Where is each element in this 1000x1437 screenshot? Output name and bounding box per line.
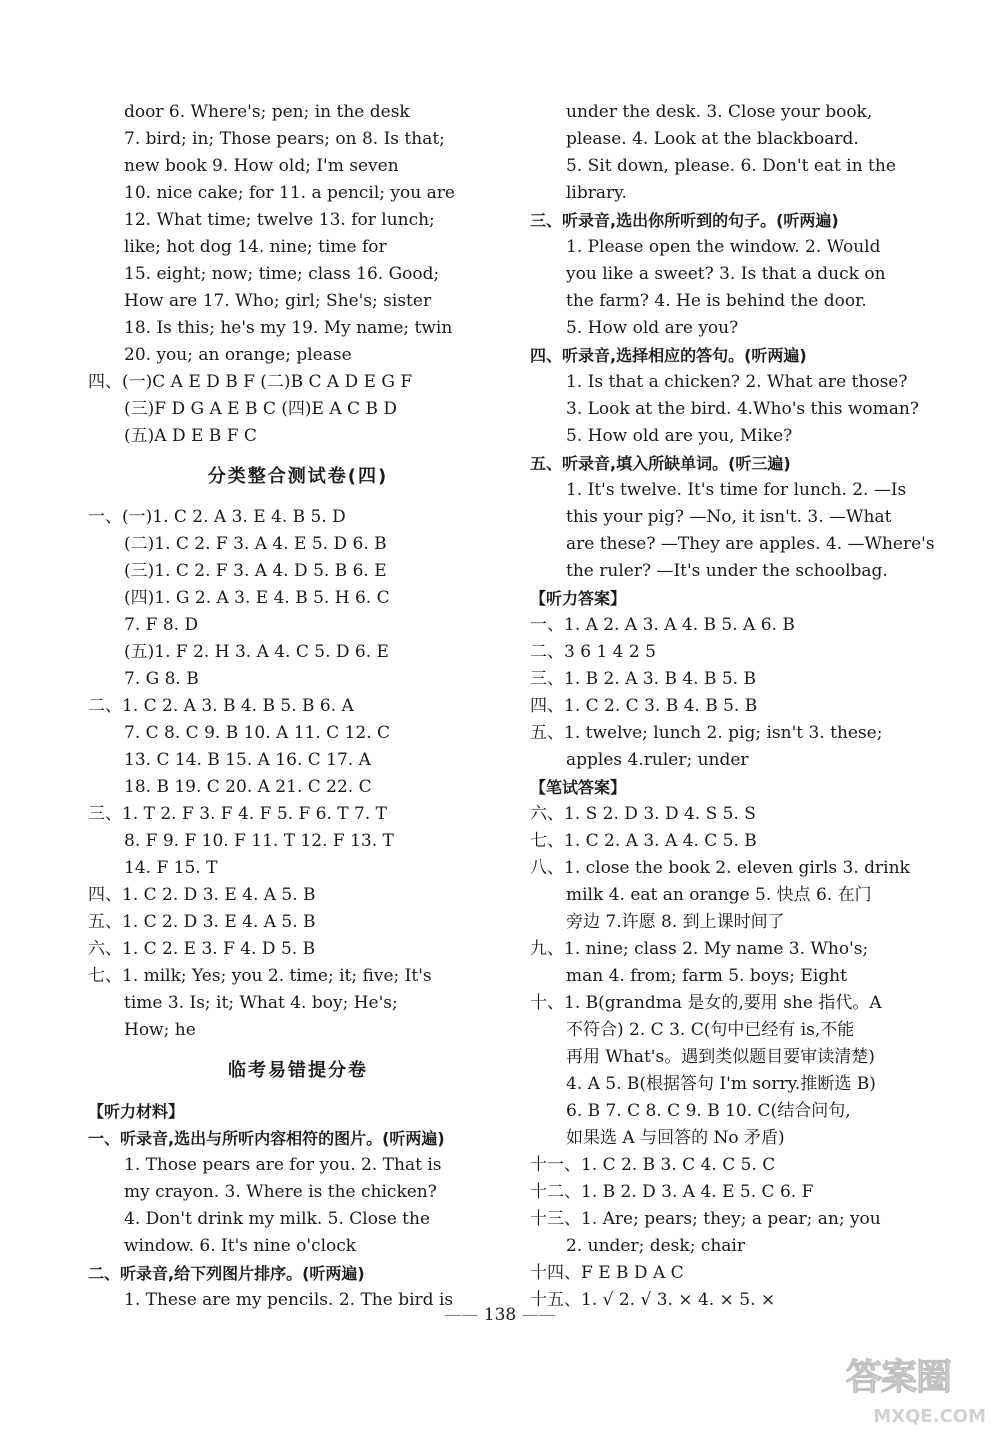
answer-line: 十四、F E B D A C bbox=[530, 1263, 684, 1283]
answer-line: 十五、1. √ 2. √ 3. × 4. × 5. × bbox=[530, 1290, 776, 1310]
answer-line: 十一、1. C 2. B 3. C 4. C 5. C bbox=[530, 1155, 776, 1175]
answer-line: my crayon. 3. Where is the chicken? bbox=[124, 1182, 437, 1202]
answer-line: time 3. Is; it; What 4. boy; He's; bbox=[124, 993, 398, 1013]
answer-line: 4. Don't drink my milk. 5. Close the bbox=[124, 1209, 431, 1229]
answer-line: 1. Those pears are for you. 2. That is bbox=[124, 1155, 442, 1175]
answer-line: milk 4. eat an orange 5. 快点 6. 在门 bbox=[566, 885, 872, 905]
answer-line: 5. How old are you, Mike? bbox=[566, 426, 793, 446]
section-heading: 三、听录音,选出你所听到的句子。(听两遍) bbox=[530, 211, 839, 230]
answer-line: (三)F D G A E B C (四)E A C B D bbox=[124, 399, 397, 419]
answer-line: new book 9. How old; I'm seven bbox=[124, 156, 399, 176]
answer-line: 再用 What's。遇到类似题目要审读清楚) bbox=[566, 1047, 875, 1067]
answer-line: you like a sweet? 3. Is that a duck on bbox=[566, 264, 886, 284]
answer-line: the farm? 4. He is behind the door. bbox=[566, 291, 867, 311]
watermark-logo bbox=[840, 1343, 990, 1431]
answer-line: 三、1. T 2. F 3. F 4. F 5. F 6. T 7. T bbox=[88, 804, 387, 824]
answer-line: 六、1. C 2. E 3. F 4. D 5. B bbox=[88, 939, 316, 959]
answer-line: like; hot dog 14. nine; time for bbox=[124, 237, 387, 257]
answer-line: under the desk. 3. Close your book, bbox=[566, 102, 873, 122]
answer-line: 12. What time; twelve 13. for lunch; bbox=[124, 210, 435, 230]
answer-line: 六、1. S 2. D 3. D 4. S 5. S bbox=[530, 804, 756, 824]
answer-line: 3. Look at the bird. 4.Who's this woman? bbox=[566, 399, 919, 419]
watermark-url: MXQE.COM bbox=[873, 1406, 986, 1427]
section-title: 临考易错提分卷 bbox=[228, 1060, 368, 1081]
answer-line: 一、1. A 2. A 3. A 4. B 5. A 6. B bbox=[530, 615, 795, 635]
answer-line: 5. Sit down, please. 6. Don't eat in the bbox=[566, 156, 896, 176]
answer-line: 10. nice cake; for 11. a pencil; you are bbox=[124, 183, 455, 203]
answer-line: 不符合) 2. C 3. C(句中已经有 is,不能 bbox=[566, 1020, 855, 1040]
answer-line: please. 4. Look at the blackboard. bbox=[566, 129, 859, 149]
answer-line: 2. under; desk; chair bbox=[566, 1236, 745, 1256]
answer-line: window. 6. It's nine o'clock bbox=[124, 1236, 357, 1256]
answer-line: 一、(一)1. C 2. A 3. E 4. B 5. D bbox=[88, 507, 346, 527]
watermark-logo-text: 答案圈 bbox=[846, 1357, 952, 1398]
answer-line: the ruler? —It's under the schoolbag. bbox=[566, 561, 888, 581]
section-heading: 五、听录音,填入所缺单词。(听三遍) bbox=[530, 454, 791, 473]
answer-line: 九、1. nine; class 2. My name 3. Who's; bbox=[530, 939, 869, 959]
answer-line: 十二、1. B 2. D 3. A 4. E 5. C 6. F bbox=[530, 1182, 814, 1202]
answer-line: 如果选 A 与回答的 No 矛盾) bbox=[566, 1128, 785, 1148]
answer-line: 1. Please open the window. 2. Would bbox=[566, 237, 881, 257]
section-heading: 四、听录音,选择相应的答句。(听两遍) bbox=[530, 346, 807, 365]
section-title: 分类整合测试卷(四) bbox=[207, 466, 389, 487]
answer-line: apples 4.ruler; under bbox=[566, 750, 749, 770]
answer-line: 15. eight; now; time; class 16. Good; bbox=[124, 264, 440, 284]
answer-line: 十、1. B(grandma 是女的,要用 she 指代。A bbox=[530, 993, 882, 1013]
answer-line: 二、1. C 2. A 3. B 4. B 5. B 6. A bbox=[88, 696, 354, 716]
answer-line: 1. It's twelve. It's time for lunch. 2. —Is bbox=[566, 480, 907, 500]
left-column bbox=[88, 99, 508, 1314]
section-heading: 【笔试答案】 bbox=[530, 778, 627, 797]
page-number: —— 138 —— bbox=[444, 1305, 556, 1325]
answer-line: 7. G 8. B bbox=[124, 669, 199, 689]
answer-line: 四、1. C 2. D 3. E 4. A 5. B bbox=[88, 885, 316, 905]
answer-line: 4. A 5. B(根据答句 I'm sorry.推断选 B) bbox=[566, 1074, 876, 1094]
answer-line: 八、1. close the book 2. eleven girls 3. drink bbox=[530, 858, 910, 878]
section-heading: 二、听录音,给下列图片排序。(听两遍) bbox=[88, 1264, 365, 1283]
answer-line: 1. Is that a chicken? 2. What are those? bbox=[566, 372, 908, 392]
answer-line: this your pig? —No, it isn't. 3. —What bbox=[566, 507, 892, 527]
section-heading: 一、听录音,选出与所听内容相符的图片。(听两遍) bbox=[88, 1129, 445, 1148]
answer-line: (三)1. C 2. F 3. A 4. D 5. B 6. E bbox=[124, 561, 387, 581]
answer-line: (五)A D E B F C bbox=[124, 426, 257, 446]
right-column bbox=[530, 99, 950, 1314]
answer-line: 五、1. C 2. D 3. E 4. A 5. B bbox=[88, 912, 316, 932]
answer-line: 5. How old are you? bbox=[566, 318, 739, 338]
answer-line: door 6. Where's; pen; in the desk bbox=[124, 102, 410, 122]
answer-line: 二、3 6 1 4 2 5 bbox=[530, 642, 656, 662]
answer-line: (四)1. G 2. A 3. E 4. B 5. H 6. C bbox=[124, 588, 390, 608]
answer-line: 8. F 9. F 10. F 11. T 12. F 13. T bbox=[124, 831, 394, 851]
answer-line: How are 17. Who; girl; She's; sister bbox=[124, 291, 432, 311]
answer-line: 四、(一)C A E D B F (二)B C A D E G F bbox=[88, 372, 413, 392]
answer-line: 四、1. C 2. C 3. B 4. B 5. B bbox=[530, 696, 758, 716]
answer-line: 20. you; an orange; please bbox=[124, 345, 352, 365]
page-number-value: 138 bbox=[483, 1305, 517, 1325]
answer-line: 五、1. twelve; lunch 2. pig; isn't 3. these; bbox=[530, 723, 883, 743]
section-heading: 【听力材料】 bbox=[88, 1102, 185, 1121]
answer-line: library. bbox=[566, 183, 627, 203]
answer-line: (五)1. F 2. H 3. A 4. C 5. D 6. E bbox=[124, 642, 389, 662]
answer-line: man 4. from; farm 5. boys; Eight bbox=[566, 966, 847, 986]
answer-line: (二)1. C 2. F 3. A 4. E 5. D 6. B bbox=[124, 534, 387, 554]
answer-line: 14. F 15. T bbox=[124, 858, 218, 878]
answer-line: 七、1. milk; Yes; you 2. time; it; five; It's bbox=[88, 966, 432, 986]
answer-line: 7. C 8. C 9. B 10. A 11. C 12. C bbox=[124, 723, 391, 743]
answer-line: 十三、1. Are; pears; they; a pear; an; you bbox=[530, 1209, 881, 1229]
answer-line: are these? —They are apples. 4. —Where's bbox=[566, 534, 935, 554]
answer-line: 7. F 8. D bbox=[124, 615, 199, 635]
answer-line: 七、1. C 2. A 3. A 4. C 5. B bbox=[530, 831, 757, 851]
answer-line: 18. Is this; he's my 19. My name; twin bbox=[124, 318, 453, 338]
answer-line: 1. These are my pencils. 2. The bird is bbox=[124, 1290, 454, 1310]
answer-line: 旁边 7.许愿 8. 到上课时间了 bbox=[566, 912, 785, 932]
answer-line: 18. B 19. C 20. A 21. C 22. C bbox=[124, 777, 372, 797]
answer-line: 6. B 7. C 8. C 9. B 10. C(结合问句, bbox=[566, 1101, 851, 1121]
answer-line: 7. bird; in; Those pears; on 8. Is that; bbox=[124, 129, 445, 149]
answer-line: 13. C 14. B 15. A 16. C 17. A bbox=[124, 750, 371, 770]
answer-line: How; he bbox=[124, 1020, 196, 1040]
section-heading: 【听力答案】 bbox=[530, 589, 627, 608]
answer-line: 三、1. B 2. A 3. B 4. B 5. B bbox=[530, 669, 756, 689]
